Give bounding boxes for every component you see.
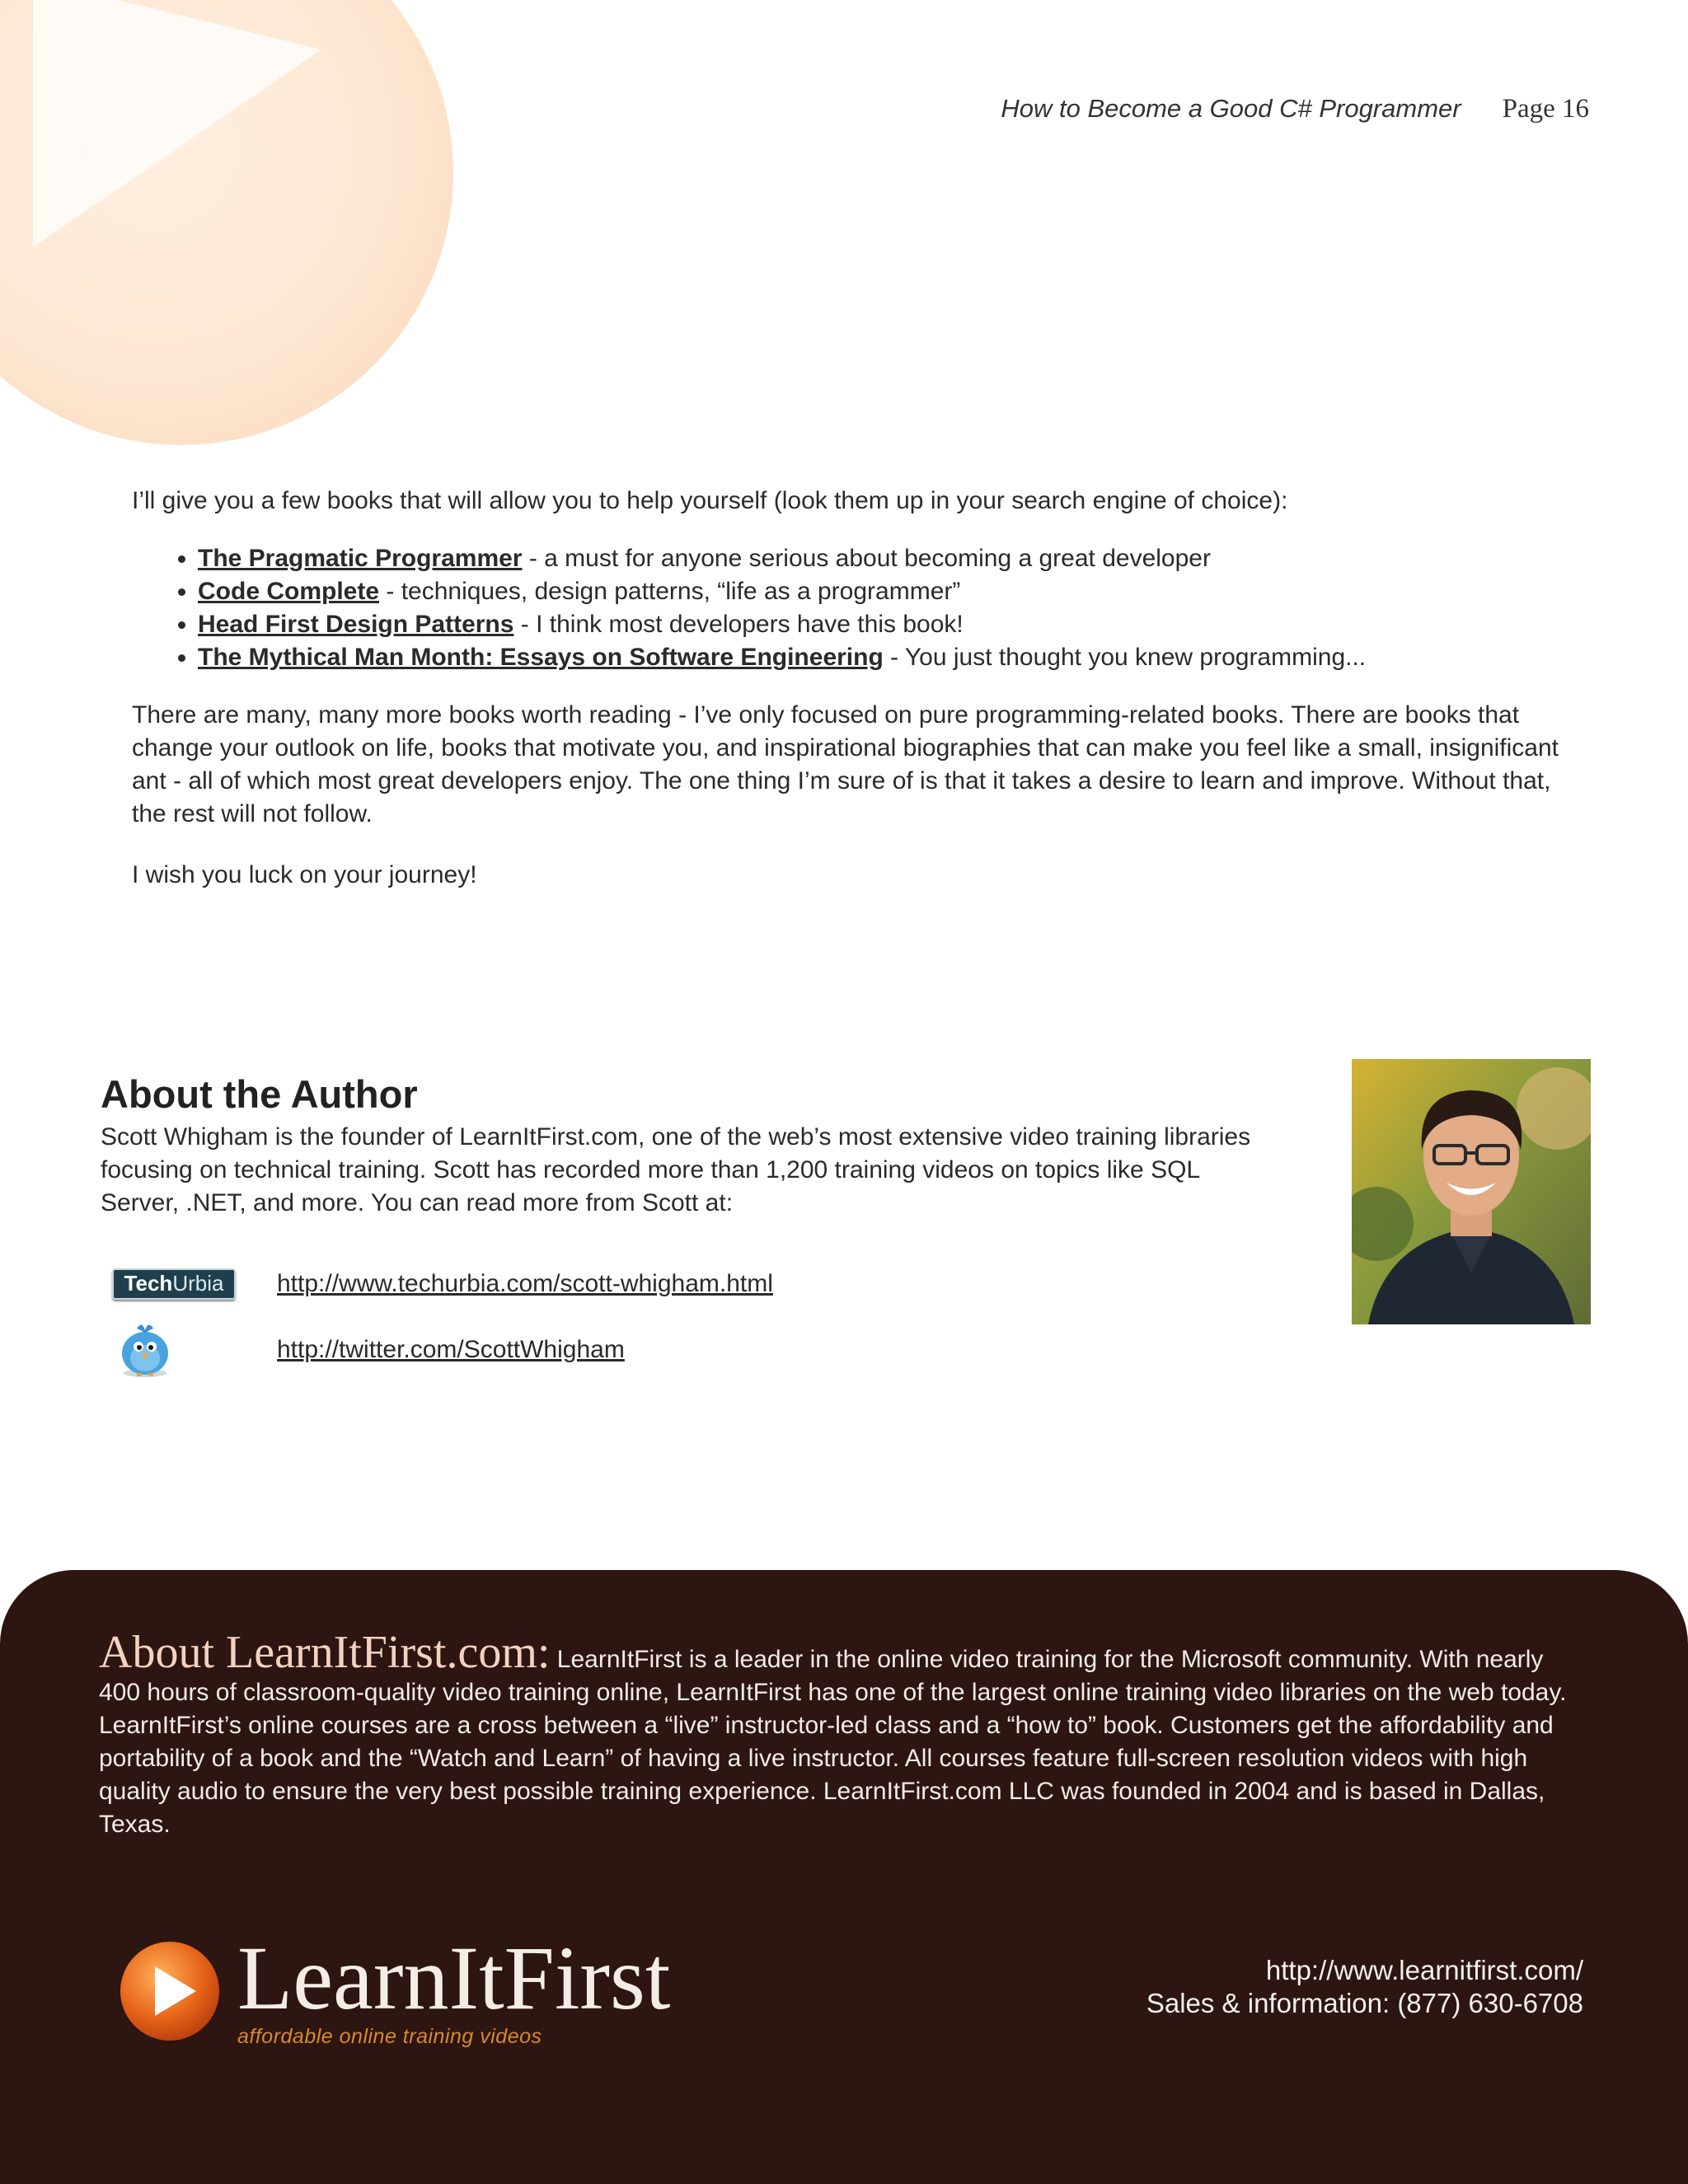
sales-info: Sales & information: (877) 630-6708 bbox=[1146, 1988, 1583, 2018]
contact-info bbox=[1146, 1954, 1583, 2020]
book-description: - You just thought you knew programming... bbox=[883, 644, 1367, 671]
page-number: Page 16 bbox=[1502, 94, 1589, 124]
twitter-link[interactable]: http://twitter.com/ScottWhigham bbox=[277, 1336, 625, 1363]
about-author-heading: About the Author bbox=[101, 1072, 418, 1116]
website-link[interactable]: http://www.learnitfirst.com/ bbox=[1265, 1955, 1583, 1985]
author-bio: Scott Whigham is the founder of LearnItFirst.com, one of the web’s most extensive video training libraries focusing on technical training. Scott has recorded more than 1,200 training videos on topics like SQL Server, .NET, and more. You can read more from Scott at: bbox=[101, 1123, 1251, 1216]
intro-paragraph: I’ll give you a few books that will allow you to help yourself (look them up in your search engine of choice): bbox=[132, 487, 1288, 514]
brand-logo bbox=[117, 1928, 671, 2049]
brand-name: LearnItFirst bbox=[237, 1928, 671, 2028]
twitter-bird-svg bbox=[112, 1317, 178, 1383]
document-title: How to Become a Good C# Programmer bbox=[1001, 94, 1461, 123]
brand-tagline: affordable online training videos bbox=[237, 2025, 542, 2048]
closing-paragraph: There are many, many more books worth reading - I’ve only focused on pure programming-related books. There are books that change your outlook on life, books that motivate you, and inspirational biographies that can make you feel like a small, insignificant ant - all of which most great developers enjoy. The one thing I’m sure of is that it takes a desire to learn and improve. Without that, the rest will not follow. bbox=[132, 701, 1559, 827]
techurbia-link-row bbox=[112, 1251, 773, 1317]
book-description: - a must for anyone serious about becoming a great developer bbox=[522, 545, 1211, 572]
book-item bbox=[198, 575, 1566, 608]
book-item bbox=[198, 542, 1566, 575]
page-header bbox=[1001, 94, 1589, 124]
book-list bbox=[132, 542, 1566, 674]
book-item bbox=[198, 608, 1566, 641]
about-company bbox=[99, 1627, 1591, 1841]
book-description: - techniques, design patterns, “life as a programmer” bbox=[379, 578, 961, 605]
footer-panel bbox=[0, 1570, 1688, 2184]
book-title-link[interactable]: Code Complete bbox=[198, 578, 380, 605]
techurbia-logo-icon bbox=[112, 1251, 236, 1317]
author-links bbox=[112, 1251, 773, 1383]
main-body bbox=[132, 485, 1566, 892]
book-description: - I think most developers have this book! bbox=[513, 611, 964, 638]
twitter-bird-icon bbox=[112, 1317, 236, 1383]
book-title-link[interactable]: The Pragmatic Programmer bbox=[198, 545, 523, 572]
about-company-heading: About LearnItFirst.com: bbox=[99, 1627, 551, 1678]
book-title-link[interactable]: Head First Design Patterns bbox=[198, 611, 514, 638]
techurbia-badge-bold: Tech bbox=[124, 1271, 173, 1296]
book-title-link[interactable]: The Mythical Man Month: Essays on Software Engineering bbox=[198, 644, 884, 671]
techurbia-link[interactable]: http://www.techurbia.com/scott-whigham.html bbox=[277, 1270, 773, 1297]
play-logo-icon bbox=[117, 1938, 223, 2044]
about-author-section bbox=[101, 1071, 1279, 1220]
watermark-play-logo bbox=[0, 0, 552, 462]
techurbia-badge bbox=[112, 1268, 236, 1300]
author-photo-image bbox=[1352, 1059, 1591, 1324]
about-company-text: LearnItFirst is a leader in the online video training for the Microsoft community. With nearly 400 hours of classroom-quality video training online, LearnItFirst has one of the largest online training video libraries on the web today. LearnItFirst’s online courses are a cross between a “live” instructor-led class and a “how to” book. Customers get the affordability and portability of a book and the “Watch and Learn” of having a live instructor. All courses feature full-screen resolution videos with high quality audio to ensure the very best possible training experience. LearnItFirst.com LLC was founded in 2004 and is based in Dallas, Texas. bbox=[99, 1646, 1567, 1838]
author-photo bbox=[1352, 1059, 1591, 1324]
twitter-link-row bbox=[112, 1317, 773, 1383]
book-item bbox=[198, 641, 1566, 674]
techurbia-badge-light: Urbia bbox=[172, 1271, 224, 1296]
farewell-paragraph: I wish you luck on your journey! bbox=[132, 861, 477, 888]
